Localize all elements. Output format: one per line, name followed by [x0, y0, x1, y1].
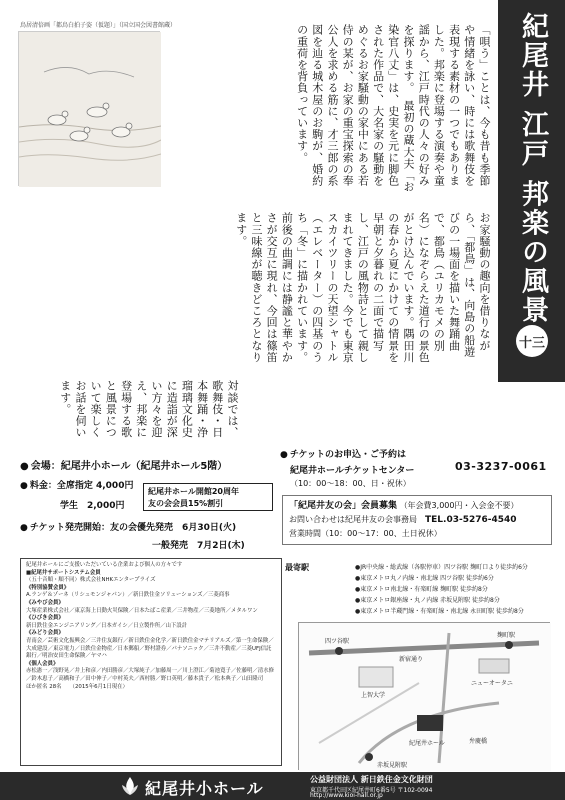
access-line: ●東京メトロ銀座線・丸ノ内線 赤坂見附駅 徒歩約8分 — [355, 597, 500, 604]
episode-number: 十三 — [516, 325, 548, 357]
map-label-shinjuku-dori: 新宿通り — [399, 656, 424, 663]
general-sale-info: 一般発売 7月2日(木) — [152, 541, 245, 551]
sponsor-group-heading: 《みやび会員》 — [26, 599, 64, 606]
friend-box-line-2: 友の会会員15%割引 — [148, 499, 224, 508]
map-label-benkei: 弁慶橋 — [469, 738, 488, 745]
hall-logo-icon — [120, 775, 140, 797]
footer-url[interactable]: http://www.kioi-hall.or.jp — [310, 792, 383, 799]
map-label-hotel: ニューオータニ — [471, 680, 513, 687]
membership-contact: お問い合わせは紀尾井友の会事務局 — [289, 515, 417, 524]
sponsor-group-heading: ■紀尾井サポートシステム会員 — [26, 569, 101, 576]
article-text-top: 「唄う」ことは、今も昔も季節や情緒を詠い、時には歌舞伎を表現する素材の一つでもありました。邦楽に登場する演奏や童謡から、江戸時代の人々の好みを探ります。 最初の蔵大夫「お染官八丈」は、史実を元に脚色された作品で、大名家の騒動をめぐるお家騒動の家中にある若侍の某が、お家の重宝探索の奉公人を求める筋に、才三郎の系図を辿る城木屋のお駒が、婚約の重荷を背負っています。 — [295, 24, 491, 193]
illustration-image — [18, 31, 160, 186]
map-label-sophia: 上智大学 — [361, 692, 386, 699]
article-text-middle: お家騒動の趣向を借りながら、「都鳥」は、向島の船遊びの一場面を描いた舞踊曲で、都鳥（ユリカモメの別名）になぞらえた道行の景色がとけ込んでいます。隅田川の春から夏にかけての情景を早朝と夕暮れの二面で描写し、江戸の風物詩として親しまれてきました。今でも東京スカイツリーの天望シャトル（エレベーター）の四基のうち「冬」に描かれています。前後の曲調には静謐と華やかさが交互に現れ、今回は篠笛と三味線が聴きどころとなります。 — [234, 212, 491, 363]
ticket-inquiry-title: ● チケットのお申込・ご予約は — [280, 447, 406, 460]
map-label-yotsuya: 四ツ谷駅 — [325, 638, 350, 645]
ticket-center-hours: （10：00〜18：00、日・祝休） — [290, 479, 411, 488]
access-line: ●JR中央線・総武線（各駅停車）四ツ谷駅 麹町口より徒歩約6分 — [355, 564, 528, 571]
title-band — [498, 0, 565, 382]
ticket-phone-number[interactable]: 03-3237-0061 — [455, 460, 547, 473]
sponsor-group-names: 新日鉄住金エンジニアリング／日本ガイシ／日立製作所／山下設計 — [26, 622, 188, 629]
access-heading: 最寄駅 — [285, 563, 309, 572]
sponsor-list-box — [20, 558, 282, 766]
map-label-kojimachi: 麹町駅 — [497, 632, 516, 639]
footer-address: 東京都千代田区紀尾井町6番5号 〒102-0094 — [310, 787, 433, 794]
sponsor-group-heading: 《みどり会員》 — [26, 630, 64, 637]
membership-hours: 営業時間（10：00〜17：00、土日祝休） — [289, 529, 442, 538]
series-title: 紀尾井 江戸 邦楽の風景 — [517, 12, 548, 325]
sponsor-group-heading: 《ひびき会員》 — [26, 615, 64, 622]
illustration-caption: 鳥居清倍画「都鳥白拍子姿（仮題）」（国立国会図書館蔵） — [20, 22, 177, 29]
map-label-hall: 紀尾井ホール — [409, 740, 445, 747]
membership-box — [282, 495, 552, 545]
venue-info: ● 会場：紀尾井小ホール（紀尾井ホール5階） — [20, 457, 227, 472]
access-line: ●東京メトロ丸ノ内線・南北線 四ツ谷駅 徒歩約6分 — [355, 575, 494, 582]
membership-phone[interactable]: TEL.03-5276-4540 — [425, 515, 517, 525]
ticket-sale-info: ● チケット発売開始：友の会優先発売 6月30日(火) — [20, 520, 236, 533]
sponsor-group-heading: 《特別協賛会員》 — [26, 584, 70, 591]
membership-fee: （年会費3,000円・入会金不要） — [399, 501, 519, 510]
map-graphic — [299, 623, 551, 771]
student-price: 学生 2,000円 — [60, 501, 125, 511]
footer-hall-name: 紀尾井小ホール — [145, 779, 264, 798]
access-map[interactable] — [298, 622, 550, 770]
price-info: ● 料金：全席指定 4,000円 — [20, 478, 133, 491]
birds-on-water-picture — [19, 32, 161, 187]
sponsor-group-names: （五十音順・順不同）株式会社NHKエンタープライズ — [26, 577, 156, 584]
membership-title: 「紀尾井友の会」会員募集 — [289, 501, 398, 511]
footer-foundation: 公益財団法人 新日鉄住金文化財団 — [310, 775, 433, 784]
article-text-bottom: 対談では、歌舞伎・日本舞踊・浄瑠璃文化史に造詣が深い方々を迎え、邦楽に登場する歌と風景について楽しくお話を伺います。 — [58, 380, 239, 438]
friend-discount-box — [143, 483, 273, 511]
access-list — [355, 562, 555, 617]
access-line: ●東京メトロ半蔵門線・有楽町線・南北線 永田町駅 徒歩約8分 — [355, 608, 524, 615]
ticket-center-name: 紀尾井ホールチケットセンター — [290, 466, 415, 476]
map-label-akasaka: 赤坂見附駅 — [377, 762, 408, 769]
footer-bar — [0, 772, 565, 800]
sponsor-group-heading: 《個人会員》 — [26, 660, 59, 667]
sponsor-group-names: 赤松憲一／浅野晃／井上和彦／内田勝彦／大塚純子／加藤周一／川上澄江／菊池寛子／佐藤明／清水修／鈴木恵子／高橋和子／田中伸子／中村英夫／西村勝／野口英明／藤本貴子／松本典子／山田隆司 — [26, 668, 274, 682]
sponsor-group-names: 青南会／芸術文化振興会／三井住友銀行／新日鉄住金化学／新日鉄住金マテリアルズ／第一生命保険／大成建設／東京電力／日鉄住金物産／日本郵船／野村證券／パナソニック／三井不動産／三菱UFJ信託銀行／明治安田生命保険／ヤマハ — [26, 637, 274, 660]
sponsor-intro: 紀尾井ホールにご支援いただいている企業および個人の方々です — [26, 562, 183, 568]
access-line: ●東京メトロ南北線・有楽町線 麹町駅 徒歩約8分 — [355, 586, 488, 593]
friend-box-line-1: 紀尾井ホール開館20周年 — [148, 487, 239, 496]
sponsor-group-names: A.ランゲ＆ゾーネ（リシュモンジャパン）／新日鉄住金ソリューションズ／三菱商事 — [26, 592, 230, 599]
sponsor-footnote: ほか匿名 28名 （2015年6月1日現在） — [26, 683, 128, 690]
sponsor-group-names: 大塚産業株式会社／東京海上日動火災保険／日本たばこ産業／三井物産／三菱地所／メタルワン — [26, 607, 258, 614]
